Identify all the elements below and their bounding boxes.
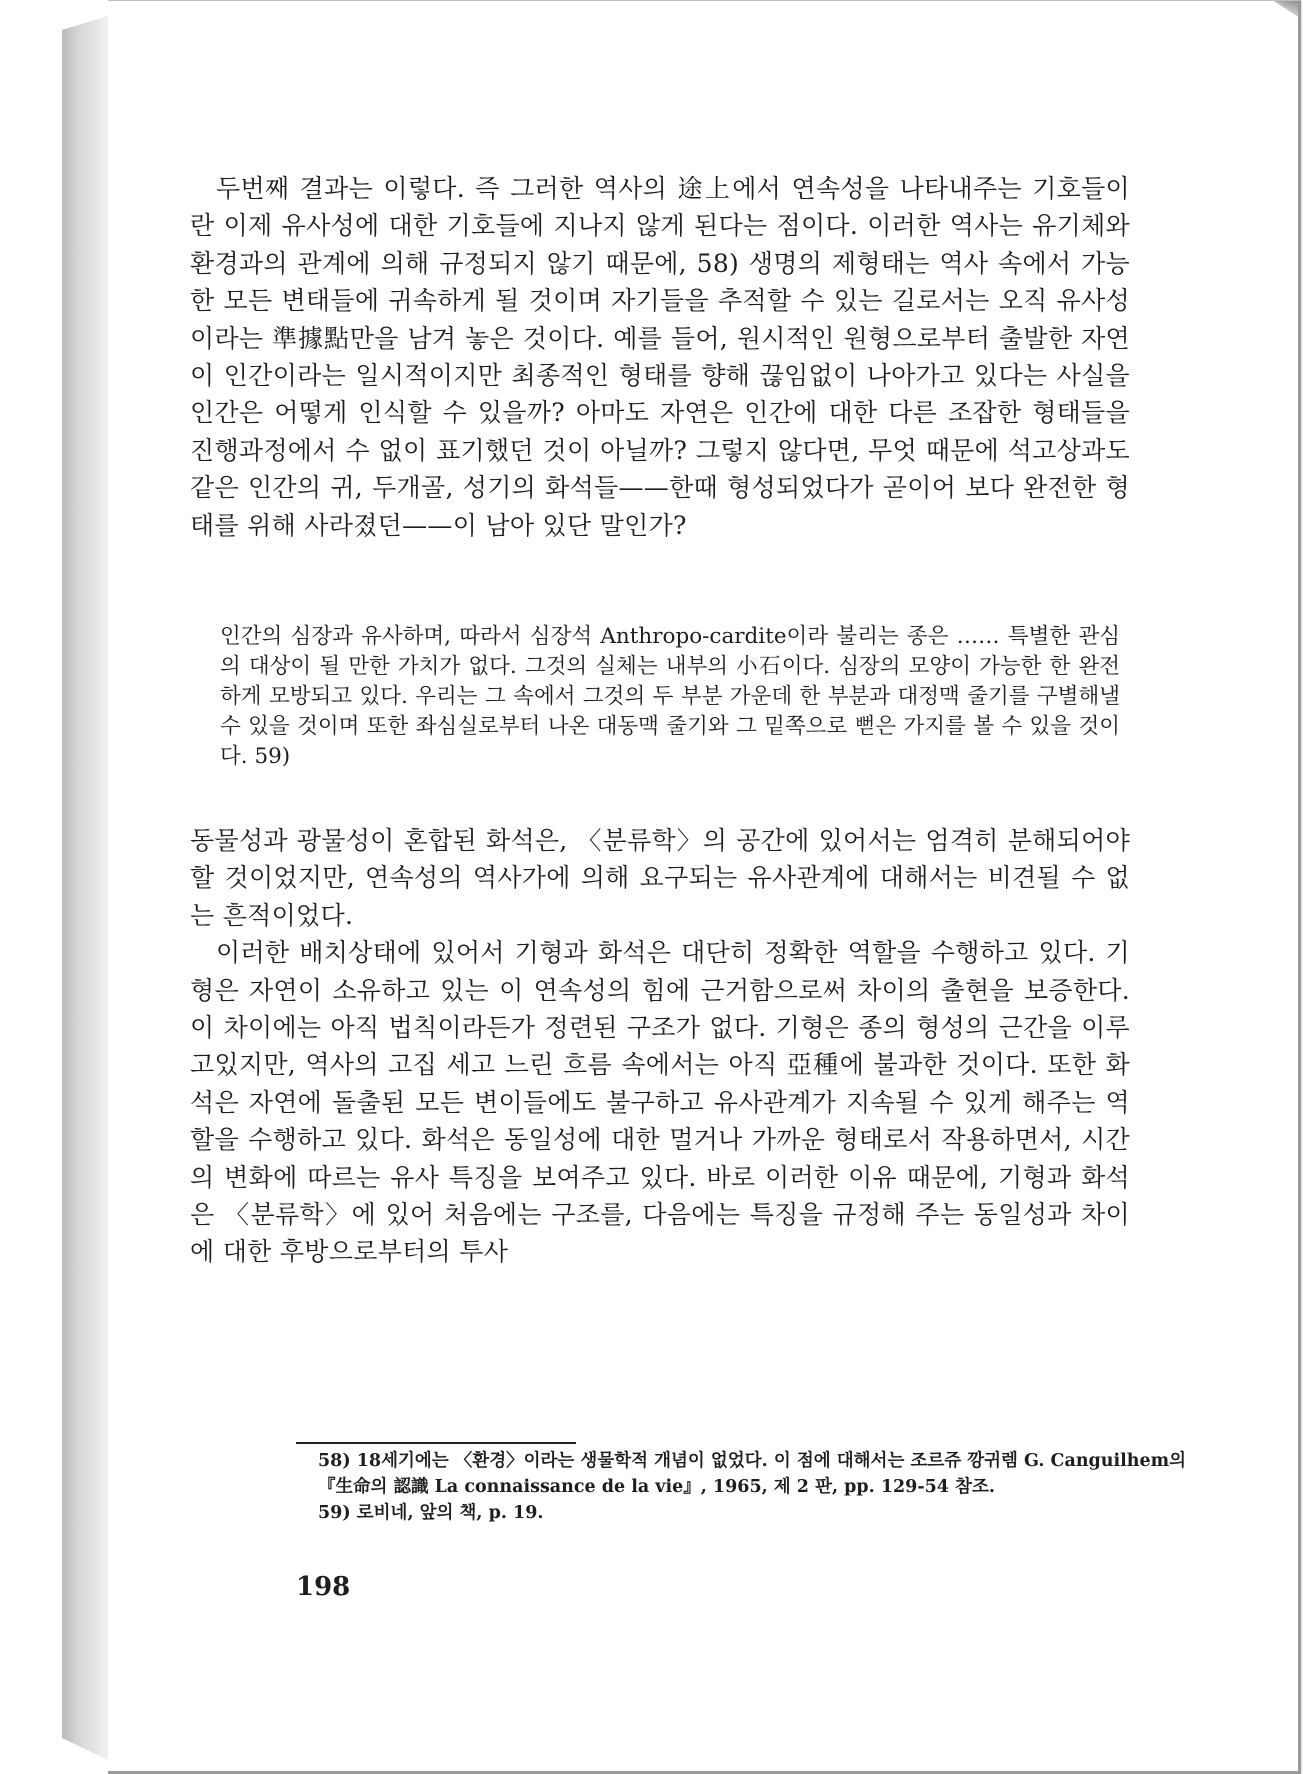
- book-side-edge: [62, 16, 108, 1760]
- body-text-top: [190, 170, 1130, 544]
- page-corner-shadow: [1274, 1, 1298, 17]
- body-paragraph-3: 이러한 배치상태에 있어서 기형과 화석은 대단히 정확한 역할을 수행하고 있다. 기형은 자연이 소유하고 있는 이 연속성의 힘에 근거함으로써 차이의 출현을 보증한다. 이 차이에는 아직 법칙이라든가 정련된 구조가 없다. 기형은 종의 형성의 근간을 이루고있지만, 역사의 고집 세고 느린 흐름 속에서는 아직 亞種에 불과한 것이다. 또한 화석은 자연에 돌출된 모든 변이들에도 불구하고 유사관계가 지속될 수 있게 해주는 역할을 수행하고 있다. 화석은 동일성에 대한 멀거나 가까운 형태로서 작용하면서, 시간의 변화에 따르는 유사 특징을 보여주고 있다. 바로 이러한 이유 때문에, 기형과 화석은 〈분류학〉에 있어 처음에는 구조를, 다음에는 특징을 규정해 주는 동일성과 차이에 대한 후방으로부터의 투사: [190, 938, 1130, 1267]
- body-paragraph-2: 동물성과 광물성이 혼합된 화석은, 〈분류학〉의 공간에 있어서는 엄격히 분해되어야 할 것이었지만, 연속성의 역사가에 의해 요구되는 유사관계에 대해서는 비견될 수 없는 흔적이었다.: [190, 826, 1130, 930]
- footnote-58: 58) 18세기에는 〈환경〉이라는 생물학적 개념이 없었다. 이 점에 대해서는 조르쥬 깡귀렘 G. Canguilhem의 『生命의 認識 La connaissance de la vie』, 1965, 제 2 판, pp. 129-54 참조.: [318, 1451, 1187, 1497]
- footnote-divider: [296, 1442, 576, 1444]
- footnotes: [318, 1448, 1188, 1526]
- body-paragraph-1: 두번째 결과는 이렇다. 즉 그러한 역사의 途上에서 연속성을 나타내주는 기호들이란 이제 유사성에 대한 기호들에 지나지 않게 된다는 점이다. 이러한 역사는 유기체와 환경과의 관계에 의해 규정되지 않기 때문에, 58) 생명의 제형태는 역사 속에서 가능한 모든 변태들에 귀속하게 될 것이며 자기들을 추적할 수 있는 길로서는 오직 유사성이라는 準據點만을 남겨 놓은 것이다. 예를 들어, 원시적인 원형으로부터 출발한 자연이 인간이라는 일시적이지만 최종적인 형태를 향해 끊임없이 나아가고 있다는 사실을 인간은 어떻게 인식할 수 있을까? 아마도 자연은 인간에 대한 다른 조잡한 형태들을 진행과정에서 수 없이 표기했던 것이 아닐까? 그렇지 않다면, 무엇 때문에 석고상과도 같은 인간의 귀, 두개골, 성기의 화석들——한때 형성되었다가 곧이어 보다 완전한 형태를 위해 사라졌던——이 남아 있단 말인가?: [190, 174, 1130, 540]
- body-text-bottom: [190, 822, 1130, 1271]
- footnote-59: 59) 로비네, 앞의 책, p. 19.: [318, 1503, 544, 1523]
- quotation-text: 인간의 심장과 유사하며, 따라서 심장석 Anthropo-cardite이라 불리는 종은 …… 특별한 관심의 대상이 될 만한 가치가 없다. 그것의 실체는 내부의 小石이다. 심장의 모양이 가능한 한 완전하게 모방되고 있다. 우리는 그 속에서 그것의 두 부분 가운데 한 부분과 대정맥 줄기를 구별해낼 수 있을 것이며 또한 좌심실로부터 나온 대동맥 줄기와 그 밑쪽으로 뻗은 가지를 볼 수 있을 것이다. 59): [220, 624, 1120, 769]
- block-quotation: [220, 622, 1120, 772]
- page-number: 198: [296, 1572, 351, 1602]
